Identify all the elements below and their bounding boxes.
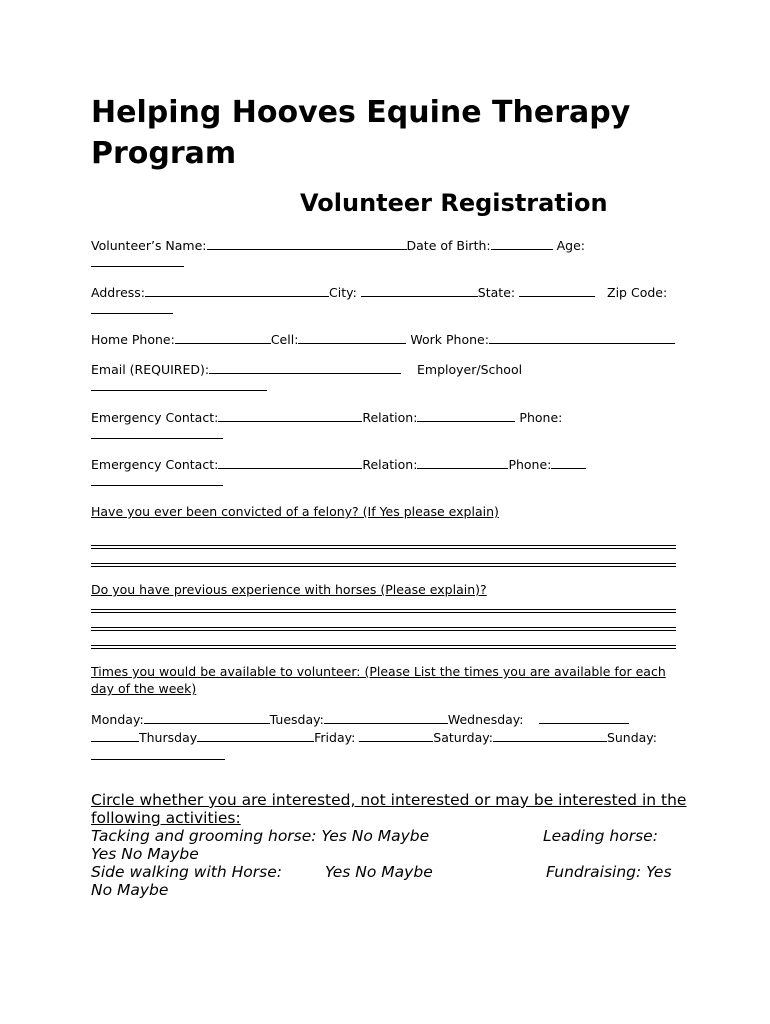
email-field[interactable] — [209, 361, 401, 374]
felony-question: Have you ever been convicted of a felony? (If Yes please explain) — [91, 504, 499, 519]
relation-2-field[interactable] — [417, 456, 508, 469]
phone-2-label: Phone: — [508, 457, 552, 472]
cell-label: Cell: — [270, 332, 299, 347]
emergency-contact-2-row — [91, 456, 586, 473]
home-phone-field[interactable] — [175, 331, 271, 344]
leading-horse-options[interactable]: Yes No Maybe — [91, 845, 199, 863]
days-row-2 — [91, 729, 657, 746]
zip-field[interactable] — [91, 301, 173, 314]
form-subtitle: Volunteer Registration — [300, 189, 608, 217]
felony-answer-line-2[interactable] — [91, 563, 676, 567]
emergency-contact-2-field[interactable] — [218, 456, 362, 469]
employer-blank-row — [91, 378, 267, 395]
fundraising-label[interactable]: Fundraising: Yes — [546, 863, 672, 881]
zip-label: Zip Code: — [607, 285, 668, 300]
experience-answer-line-2[interactable] — [91, 627, 676, 631]
home-phone-label: Home Phone: — [91, 332, 175, 347]
side-walking-label[interactable]: Side walking with Horse: — [91, 863, 282, 881]
side-walking-options[interactable]: Yes No Maybe — [325, 863, 433, 881]
days-row-1 — [91, 711, 629, 728]
phone-1-label: Phone: — [519, 410, 563, 425]
phone-1-field[interactable] — [91, 426, 223, 439]
wednesday-label: Wednesday: — [447, 712, 524, 727]
work-phone-field[interactable] — [489, 331, 675, 344]
phone-1-blank-row — [91, 426, 223, 443]
email-label: Email (REQUIRED): — [91, 362, 210, 377]
phone-2-blank-row — [91, 473, 223, 490]
phone-2-field-continued[interactable] — [91, 473, 223, 486]
friday-label: Friday: — [314, 730, 356, 745]
employer-label: Employer/School — [417, 362, 523, 377]
activities-intro-line-1: Circle whether you are interested, not interested or may be interested in the — [91, 791, 687, 809]
phones-row — [91, 331, 675, 348]
saturday-field[interactable] — [493, 729, 607, 742]
times-question-line-1: Times you would be available to volunteer: (Please List the times you are available for each — [91, 664, 666, 679]
dob-field[interactable] — [491, 237, 553, 250]
age-blank-row — [91, 254, 184, 271]
activities-intro-line-2: following activities: — [91, 809, 241, 827]
tacking-grooming-option[interactable]: Tacking and grooming horse: Yes No Maybe — [91, 827, 430, 845]
volunteer-name-field[interactable] — [207, 237, 407, 250]
wednesday-field-continued[interactable] — [91, 729, 139, 742]
address-label: Address: — [91, 285, 145, 300]
address-row — [91, 284, 667, 301]
experience-answer-line-1[interactable] — [91, 609, 676, 613]
employer-field[interactable] — [91, 378, 267, 391]
state-label: State: — [477, 285, 516, 300]
sunday-label: Sunday: — [606, 730, 658, 745]
wednesday-field[interactable] — [539, 711, 629, 724]
address-field[interactable] — [145, 284, 329, 297]
state-field[interactable] — [519, 284, 595, 297]
page-title: Helping Hooves Equine Therapy Program — [91, 95, 631, 171]
monday-field[interactable] — [144, 711, 270, 724]
dob-label: Date of Birth: — [406, 238, 491, 253]
tuesday-label: Tuesday: — [269, 712, 324, 727]
saturday-label: Saturday: — [433, 730, 493, 745]
emergency-contact-1-label: Emergency Contact: — [91, 410, 219, 425]
name-dob-row — [91, 237, 585, 254]
experience-question: Do you have previous experience with horses (Please explain)? — [91, 582, 487, 597]
thursday-label: Thursday — [139, 730, 198, 745]
tuesday-field[interactable] — [324, 711, 448, 724]
friday-field[interactable] — [359, 729, 433, 742]
city-field[interactable] — [361, 284, 478, 297]
emergency-contact-1-field[interactable] — [218, 409, 362, 422]
leading-horse-label[interactable]: Leading horse: — [543, 827, 658, 845]
volunteer-name-label: Volunteer’s Name: — [91, 238, 207, 253]
emergency-contact-1-row — [91, 409, 562, 426]
relation-1-label: Relation: — [362, 410, 418, 425]
sunday-blank-row — [91, 747, 225, 764]
times-question-line-2: day of the week) — [91, 681, 197, 696]
phone-2-field[interactable] — [551, 456, 586, 469]
city-label: City: — [329, 285, 357, 300]
age-label: Age: — [556, 238, 585, 253]
felony-answer-line-1[interactable] — [91, 545, 676, 549]
cell-field[interactable] — [298, 331, 406, 344]
emergency-contact-2-label: Emergency Contact: — [91, 457, 219, 472]
relation-2-label: Relation: — [362, 457, 418, 472]
monday-label: Monday: — [91, 712, 144, 727]
email-row — [91, 361, 522, 378]
thursday-field[interactable] — [197, 729, 314, 742]
sunday-field[interactable] — [91, 747, 225, 760]
experience-answer-line-3[interactable] — [91, 645, 676, 649]
relation-1-field[interactable] — [417, 409, 515, 422]
zip-blank-row — [91, 301, 173, 318]
age-field[interactable] — [91, 254, 184, 267]
work-phone-label: Work Phone: — [410, 332, 489, 347]
fundraising-options[interactable]: No Maybe — [91, 881, 169, 899]
